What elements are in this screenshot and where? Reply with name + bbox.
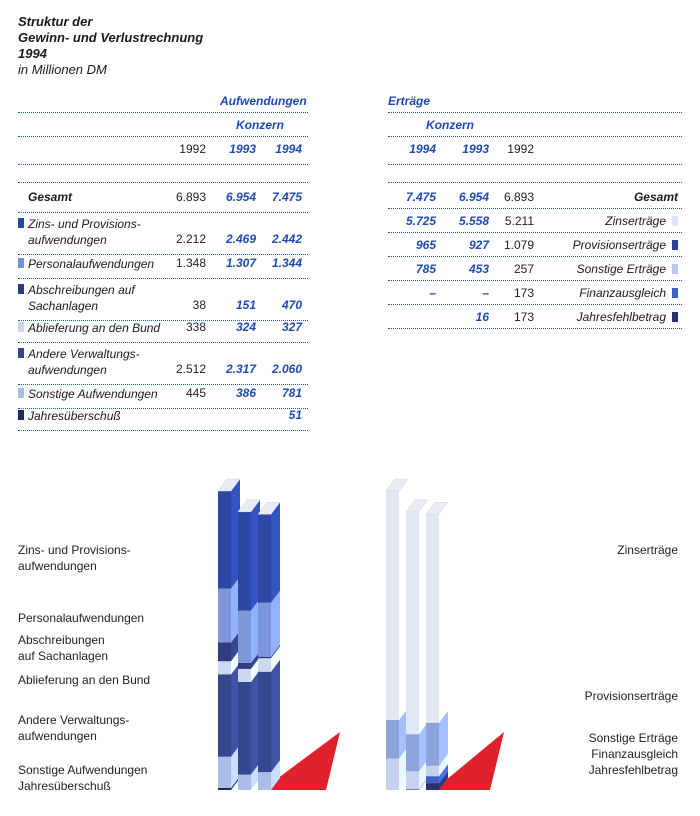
value-1992: 6.893: [175, 190, 206, 204]
expenses-row-label: Personalaufwendungen: [28, 257, 155, 271]
value-1993: 2.317: [225, 362, 256, 376]
expense-bar-front: [258, 603, 271, 657]
chart-label-expense: Ablieferung an den Bund: [18, 673, 151, 687]
value-1992: 1.348: [175, 256, 206, 270]
title-unit: in Millionen DM: [18, 62, 107, 77]
value-1993: –: [482, 286, 489, 300]
value-1993: 1.307: [225, 256, 256, 270]
title-line-2: Gewinn- und Verlustrechnung: [18, 30, 204, 45]
income-row-label: Zinserträge: [605, 214, 666, 228]
expense-bar-front: [258, 658, 271, 672]
income-subheader: Konzern: [426, 118, 474, 132]
value-1994: 781: [281, 386, 302, 400]
title-line-3: 1994: [18, 46, 47, 61]
chart-label-expense: auf Sachanlagen: [18, 649, 109, 663]
expense-bar-front: [238, 775, 251, 790]
income-bar-front: [406, 512, 419, 734]
value-1993: 16: [475, 310, 489, 324]
value-1993: 927: [468, 238, 489, 252]
expenses-row-label: Zins- und Provisions-aufwendungen: [28, 217, 141, 247]
value-1993: 453: [468, 262, 489, 276]
income-bar-front: [406, 789, 419, 790]
value-1992: 1.079: [503, 238, 534, 252]
expense-bar-front: [258, 772, 271, 790]
value-1993: 5.558: [458, 214, 489, 228]
chart-label-expense: aufwendungen: [18, 729, 97, 743]
value-1992: 5.211: [504, 214, 534, 228]
value-1994: 785: [415, 262, 436, 276]
income-row-label: Gesamt: [633, 190, 678, 204]
value-1994: 2.442: [271, 232, 302, 246]
income-bar-front: [386, 720, 399, 759]
income-bar-front: [386, 491, 399, 720]
expense-bar-front: [238, 512, 251, 611]
income-bar-front: [406, 771, 419, 789]
expense-bar-front: [218, 757, 231, 788]
value-1994: 965: [415, 238, 436, 252]
income-row-label: Finanzausgleich: [579, 286, 666, 300]
value-1994: 7.475: [271, 190, 302, 204]
income-header: Erträge: [388, 94, 431, 108]
expense-bar-front: [258, 514, 271, 602]
value-1993: 151: [235, 298, 256, 312]
expense-bar-front: [238, 669, 251, 682]
income-bar-front: [426, 776, 439, 783]
income-bar-front: [426, 766, 439, 776]
income-row-label: Jahresfehlbetrag: [576, 310, 666, 324]
income-bar-front: [426, 723, 439, 766]
value-1994: 2.060: [271, 362, 302, 376]
expense-bar-front: [218, 674, 231, 756]
income-year-1994: 1994: [409, 142, 436, 156]
value-1993: 2.469: [225, 232, 256, 246]
expense-bar-front: [218, 589, 231, 643]
expense-bar-front: [218, 661, 231, 674]
chart-label-expense: Sonstige Aufwendungen: [18, 763, 148, 777]
income-bar-front: [386, 759, 399, 790]
expenses-row-label: Andere Verwaltungs-aufwendungen: [28, 347, 140, 377]
income-bar-front: [406, 734, 419, 771]
chart-label-expense: aufwendungen: [18, 559, 97, 573]
value-1992: 38: [192, 298, 206, 312]
value-1994: –: [429, 286, 436, 300]
value-1992: 257: [513, 262, 534, 276]
expense-bar-front: [238, 611, 251, 663]
expenses-row-label: Sonstige Aufwendungen: [28, 387, 158, 401]
value-1993: 6.954: [458, 190, 489, 204]
value-1994: 7.475: [405, 190, 436, 204]
expense-bar-front: [218, 788, 231, 790]
expense-bar-front: [238, 682, 251, 775]
expenses-year-1993: 1993: [229, 142, 256, 156]
value-1992: 445: [185, 386, 206, 400]
income-row-label: Provisionserträge: [572, 238, 666, 252]
title-line-1: Struktur der: [18, 14, 93, 29]
value-1993: 386: [235, 386, 256, 400]
income-row-label: Sonstige Erträge: [576, 262, 666, 276]
expenses-row-label: Abschreibungen auf Sachanlagen: [28, 283, 135, 313]
income-bar-side: [439, 502, 448, 722]
value-1992: 2.512: [175, 362, 206, 376]
expenses-row-label: Ablieferung an den Bund: [28, 321, 161, 335]
expenses-header: Aufwendungen: [220, 94, 307, 108]
value-1994: 470: [281, 298, 302, 312]
expense-bar-front: [258, 657, 271, 659]
chart-label-income: Sonstige Erträge: [588, 731, 678, 745]
chart-label-expense: Zins- und Provisions-: [18, 543, 131, 557]
chart-label-income: Zinserträge: [617, 543, 678, 557]
income-year-1992: 1992: [507, 142, 534, 156]
income-bar-front: [426, 514, 439, 722]
expenses-year-1994: 1994: [275, 142, 302, 156]
expenses-year-1992: 1992: [179, 142, 206, 156]
value-1994: 1.344: [271, 256, 302, 270]
chart-label-expense: Andere Verwaltungs-: [18, 713, 130, 727]
income-year-1993: 1993: [462, 142, 489, 156]
chart-label-income: Jahresfehlbetrag: [588, 763, 678, 777]
value-1994: 51: [288, 408, 302, 422]
value-1992: 173: [513, 286, 534, 300]
value-1992: 2.212: [175, 232, 206, 246]
expenses-subheader: Konzern: [236, 118, 284, 132]
value-1993: 324: [235, 320, 256, 334]
income-bar-front: [426, 783, 439, 790]
chart-label-expense: Jahresüberschuß: [18, 779, 111, 793]
expense-bar-front: [218, 491, 231, 589]
value-1994: 5.725: [405, 214, 436, 228]
value-1992: 338: [185, 320, 206, 334]
expense-bar-side: [271, 502, 280, 602]
expense-bar-front: [238, 663, 251, 669]
chart-label-income: Finanzausgleich: [591, 747, 678, 761]
value-1992: 6.893: [503, 190, 534, 204]
chart-label-expense: Abschreibungen: [18, 633, 105, 647]
expenses-row-label: Gesamt: [28, 190, 73, 204]
value-1994: 327: [281, 320, 302, 334]
value-1992: 173: [513, 310, 534, 324]
expense-bar-front: [218, 642, 231, 661]
chart-label-income: Provisionserträge: [584, 689, 678, 703]
expenses-row-label: Jahresüberschuß: [28, 409, 121, 423]
chart-label-expense: Personalaufwendungen: [18, 611, 145, 625]
expense-bar-side: [271, 660, 280, 772]
expense-bar-front: [258, 672, 271, 772]
value-1993: 6.954: [225, 190, 256, 204]
